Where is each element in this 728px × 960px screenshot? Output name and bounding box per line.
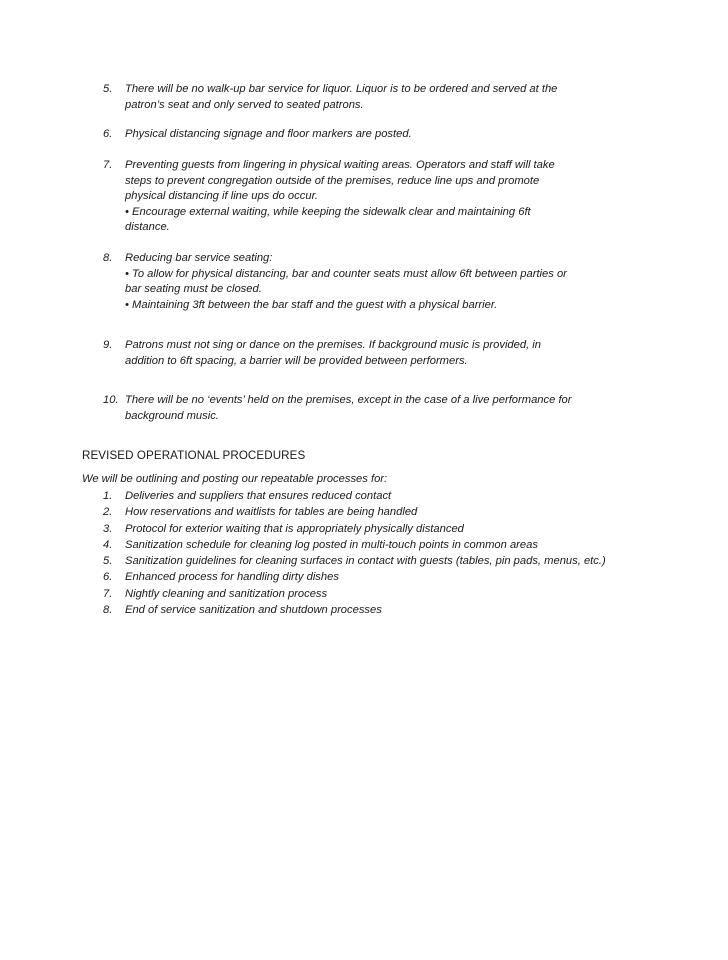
list-item	[103, 586, 673, 602]
list-item	[103, 569, 673, 585]
rule-line: patron’s seat and only served to seated patrons.	[125, 98, 364, 111]
rule-line: There will be no ‘events’ held on the premises, except in the case of a live performance for	[125, 394, 572, 406]
list-item	[103, 504, 673, 520]
list-number: 3.	[103, 522, 113, 535]
rule-text	[125, 158, 633, 236]
list-text: Protocol for exterior waiting that is appropriately physically distanced	[125, 522, 464, 535]
list-item	[103, 602, 673, 618]
rule-number: 10.	[103, 394, 119, 406]
rule-line: bar seating must be closed.	[125, 283, 262, 295]
list-item	[103, 553, 673, 569]
list-number: 1.	[103, 490, 113, 502]
rule-text	[125, 251, 633, 313]
rule-line: distance.	[125, 221, 170, 233]
rule-line: Reducing bar service seating:	[125, 252, 273, 264]
rule-item-10	[103, 393, 633, 424]
list-text: How reservations and waitlists for tables are being handled	[125, 506, 418, 519]
rule-bullet-line: • To allow for physical distancing, bar and counter seats must allow 6ft between parties or	[125, 267, 567, 280]
rule-number: 8.	[103, 252, 113, 264]
rule-item-9	[103, 338, 633, 369]
rule-line: Patrons must not sing or dance on the premises. If background music is provided, in	[125, 339, 542, 351]
rule-text	[125, 82, 633, 113]
list-text: Sanitization guidelines for cleaning surfaces in contact with guests (tables, pin pads, menus, etc.)	[125, 555, 606, 568]
section-heading: REVISED OPERATIONAL PROCEDURES	[82, 449, 306, 462]
rule-number: 9.	[103, 339, 113, 351]
list-text: End of service sanitization and shutdown processes	[125, 604, 382, 617]
rule-text	[125, 393, 633, 424]
list-item	[103, 537, 673, 553]
rule-item-6	[103, 127, 633, 143]
list-text: Enhanced process for handling dirty dishes	[125, 571, 339, 584]
rule-number: 7.	[103, 159, 113, 171]
list-number: 2.	[103, 506, 113, 519]
rule-line: Physical distancing signage and floor markers are posted.	[125, 128, 412, 140]
rule-text	[125, 338, 633, 369]
rule-line: addition to 6ft spacing, a barrier will be provided between performers.	[125, 354, 468, 367]
list-text: Nightly cleaning and sanitization process	[125, 587, 328, 600]
rule-line: There will be no walk-up bar service for liquor. Liquor is to be ordered and served at the	[125, 83, 558, 95]
rule-line: Preventing guests from lingering in physical waiting areas. Operators and staff will take	[125, 159, 555, 171]
rule-line: steps to prevent congregation outside of the premises, reduce line ups and promote	[125, 174, 540, 187]
list-number: 7.	[103, 587, 113, 600]
rule-bullet-line: • Maintaining 3ft between the bar staff and the guest with a physical barrier.	[125, 298, 498, 311]
list-number: 6.	[103, 571, 113, 584]
rule-item-7	[103, 158, 633, 236]
rule-bullet-line: • Encourage external waiting, while keeping the sidewalk clear and maintaining 6ft	[125, 205, 531, 218]
rule-line: physical distancing if line ups do occur.	[125, 190, 318, 202]
procedures-list	[103, 488, 673, 618]
list-text: Deliveries and suppliers that ensures reduced contact	[125, 490, 392, 502]
rule-item-8	[103, 251, 633, 313]
rule-line: background music.	[125, 409, 219, 422]
list-number: 5.	[103, 555, 113, 568]
list-item	[103, 488, 673, 504]
rule-number: 6.	[103, 128, 113, 140]
rule-text	[125, 127, 633, 143]
section-intro: We will be outlining and posting our repeatable processes for:	[82, 473, 388, 485]
list-item	[103, 521, 673, 537]
list-number: 8.	[103, 604, 113, 617]
rule-item-5	[103, 82, 633, 113]
list-text: Sanitization schedule for cleaning log posted in multi-touch points in common areas	[125, 538, 538, 551]
list-number: 4.	[103, 538, 113, 551]
rule-number: 5.	[103, 83, 113, 95]
